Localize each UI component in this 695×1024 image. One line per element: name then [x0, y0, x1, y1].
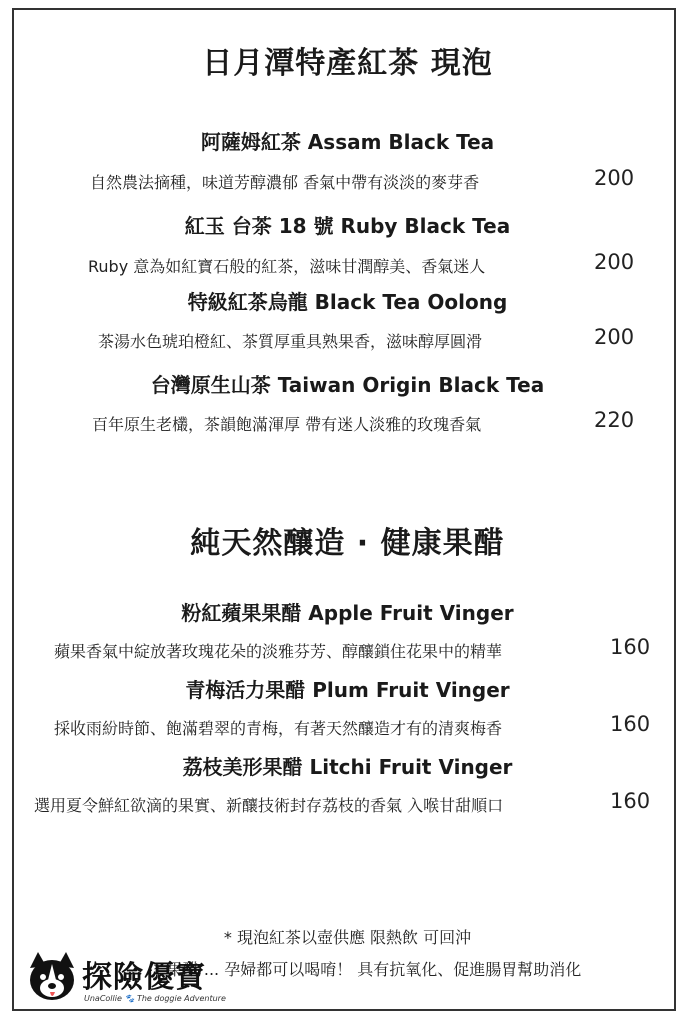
item-price-ruby: 200: [594, 250, 635, 274]
watermark-logo: [24, 950, 224, 1010]
item-desc-oolong: 茶湯水色琥珀橙紅、茶質厚重具熟果香，滋味醇厚圓滑: [98, 332, 483, 351]
item-name-litchi: 荔枝美形果醋 Litchi Fruit Vinger: [182, 755, 513, 779]
item-name-plum: 青梅活力果醋 Plum Fruit Vinger: [185, 678, 510, 702]
item-price-taiwan-origin: 220: [594, 408, 635, 432]
item-desc-ruby: Ruby 意為如紅寶石般的紅茶，滋味甘潤醇美、香氣迷人: [88, 257, 486, 276]
item-name-assam: 阿薩姆紅茶 Assam Black Tea: [200, 130, 495, 154]
note-brewed-tea: * 現泡紅茶以壺供應 限熱飲 可回沖: [223, 928, 472, 947]
note-vinegar-benefits: * 果醋 ... 孕婦都可以喝唷！ 具有抗氧化、促進腸胃幫助消化: [153, 960, 582, 979]
item-desc-assam: 自然農法摘種，味道芳醇濃郁 香氣中帶有淡淡的麥芽香: [90, 173, 480, 192]
item-name-oolong: 特級紅茶烏龍 Black Tea Oolong: [187, 290, 508, 314]
watermark-subtitle: UnaCollie 🐾 The doggie Adventure: [84, 994, 226, 1003]
item-desc-plum: 採收雨紛時節、飽滿碧翠的青梅，有著天然釀造才有的清爽梅香: [54, 719, 503, 738]
dog-face-icon: [24, 950, 80, 1006]
item-name-ruby: 紅玉 台茶 18 號 Ruby Black Tea: [184, 214, 511, 238]
item-price-assam: 200: [594, 166, 635, 190]
item-price-oolong: 200: [594, 325, 635, 349]
item-desc-litchi: 選用夏令鮮紅欲滴的果實、新釀技術封存荔枝的香氣 入喉甘甜順口: [34, 796, 504, 815]
item-price-litchi: 160: [610, 789, 651, 813]
item-name-taiwan-origin: 台灣原生山茶 Taiwan Origin Black Tea: [150, 373, 545, 397]
section-title-black-tea: 日月潭特產紅茶 現泡: [202, 46, 493, 81]
item-desc-apple: 蘋果香氣中綻放著玫瑰花朵的淡雅芬芳、醇釀鎖住花果中的精華: [54, 642, 503, 661]
section-title-fruit-vinegar: 純天然釀造 · 健康果醋: [190, 526, 505, 561]
item-price-apple: 160: [610, 635, 651, 659]
item-name-apple: 粉紅蘋果果醋 Apple Fruit Vinger: [181, 601, 514, 625]
item-price-plum: 160: [610, 712, 651, 736]
menu-border: [12, 8, 676, 1011]
watermark-title: 探險優寶: [82, 960, 206, 995]
item-desc-taiwan-origin: 百年原生老欉，茶韻飽滿渾厚 帶有迷人淡雅的玫瑰香氣: [92, 415, 482, 434]
